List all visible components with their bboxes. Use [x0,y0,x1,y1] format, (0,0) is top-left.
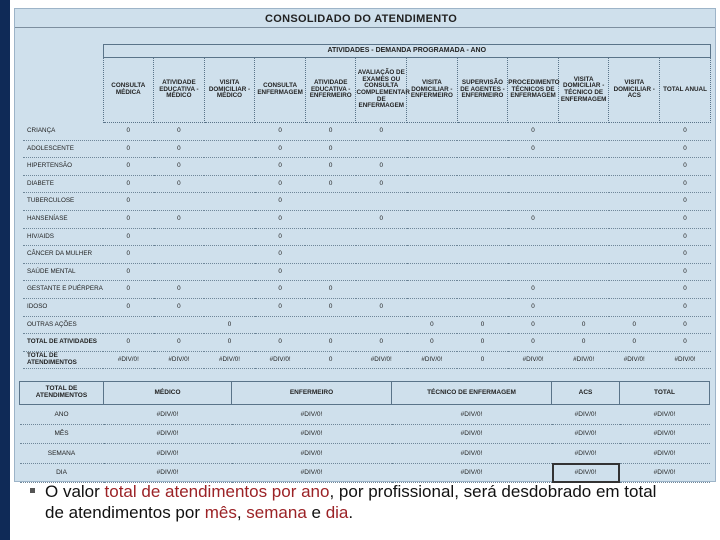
table-row [23,123,711,141]
cell: 0 [305,351,356,369]
cell [457,210,508,228]
cell [457,281,508,299]
column-header: SUPERVISÃO DE AGENTES - ENFERMEIRO [457,58,508,123]
column-header: VISITA DOMICILIAR - ENFERMEIRO [407,58,458,123]
cell [457,263,508,281]
cell [407,175,458,193]
section-header: ATIVIDADES - DEMANDA PROGRAMADA - ANO [103,45,710,58]
cell [305,263,356,281]
column-header: VISITA DOMICILIAR - MÉDICO [204,58,255,123]
cell [407,123,458,141]
table-row [23,140,711,158]
row-label: HANSENÍASE [23,210,103,228]
row-label: TOTAL DE ATIVIDADES [23,334,103,352]
cell [305,210,356,228]
cell: 0 [609,334,660,352]
cell [558,175,609,193]
summary-row [20,424,710,444]
cell: 0 [103,123,154,141]
row-label: SEMANA [20,444,104,464]
table-row [23,246,711,264]
activities-table [23,44,711,369]
row-label: TUBERCULOSE [23,193,103,211]
cell: 0 [103,140,154,158]
cell: #DIV/0! [392,405,552,425]
cell: #DIV/0! [232,405,392,425]
cell: #DIV/0! [154,351,205,369]
cell: #DIV/0! [392,444,552,464]
cell: 0 [508,210,559,228]
cell: #DIV/0! [104,405,232,425]
row-label: SAÚDE MENTAL [23,263,103,281]
cell [508,158,559,176]
cell [407,210,458,228]
cell: 0 [660,228,711,246]
cell [407,140,458,158]
cell: 0 [103,158,154,176]
cell [305,246,356,264]
row-label: DIABETE [23,175,103,193]
cell: #DIV/0! [620,444,710,464]
cell: 0 [255,140,306,158]
title-divider [15,27,715,28]
cell [609,140,660,158]
cell: 0 [154,175,205,193]
cell: 0 [508,123,559,141]
cell [609,228,660,246]
summary-header: ACS [552,382,620,405]
column-header: VISITA DOMICILIAR - TÉCNICO DE ENFERMAGEM [558,58,609,123]
summary-row [20,405,710,425]
cell [558,210,609,228]
cell: 0 [103,210,154,228]
cell [407,158,458,176]
cell: 0 [508,316,559,334]
cell: #DIV/0! [407,351,458,369]
cell [558,158,609,176]
cell: 0 [660,123,711,141]
cell: 0 [255,158,306,176]
cell [558,246,609,264]
cell: 0 [558,316,609,334]
cell [407,281,458,299]
cell: 0 [255,334,306,352]
cell: 0 [305,334,356,352]
caption-text: O valor total de atendimentos por ano, por profissional, será desdobrado em total de atendimentos por mês, semana e dia. [45,482,657,522]
cell [609,281,660,299]
cell: 0 [255,123,306,141]
cell: #DIV/0! [232,463,392,483]
summary-table [19,381,710,483]
cell [154,228,205,246]
cell [204,175,255,193]
cell [407,298,458,316]
table-row [23,158,711,176]
table-row [23,334,711,352]
cell: 0 [103,175,154,193]
column-header: VISITA DOMICILIAR - ACS [609,58,660,123]
cell [154,263,205,281]
cell [154,246,205,264]
cell [558,263,609,281]
cell [204,158,255,176]
summary-header: ENFERMEIRO [232,382,392,405]
cell: 0 [508,334,559,352]
cell: 0 [609,316,660,334]
summary-row [20,444,710,464]
cell [204,193,255,211]
spreadsheet [14,8,716,482]
cell: #DIV/0! [558,351,609,369]
column-header: AVALIAÇÃO DE EXAMES OU CONSULTA COMPLEMENTAR DE ENFERMAGEM [356,58,407,123]
row-label: OUTRAS AÇÕES [23,316,103,334]
cell: 0 [305,123,356,141]
cell: #DIV/0! [660,351,711,369]
cell: 0 [660,210,711,228]
row-label: GESTANTE E PUÉRPERA [23,281,103,299]
cell: 0 [154,158,205,176]
cell: 0 [356,123,407,141]
blank-cell [23,45,103,58]
cell: #DIV/0! [392,463,552,483]
cell: 0 [660,246,711,264]
cell [457,123,508,141]
cell [609,246,660,264]
cell: 0 [305,175,356,193]
cell: 0 [103,281,154,299]
cell [204,210,255,228]
cell: 0 [154,334,205,352]
cell [407,246,458,264]
page-title: CONSOLIDADO DO ATENDIMENTO [265,13,458,25]
cell [204,228,255,246]
cell [609,210,660,228]
cell: 0 [154,210,205,228]
row-label: TOTAL DE ATENDIMENTOS [23,351,103,369]
cell: 0 [154,140,205,158]
cell [508,246,559,264]
summary-row [20,463,710,483]
cell [508,228,559,246]
cell [558,123,609,141]
cell: #DIV/0! [552,444,620,464]
cell [204,123,255,141]
cell: 0 [255,210,306,228]
table-row [23,298,711,316]
row-label: HIPERTENSÃO [23,158,103,176]
row-label: ANO [20,405,104,425]
cell [609,193,660,211]
cell: 0 [356,158,407,176]
cell [356,263,407,281]
table-row [23,351,711,369]
cell [609,263,660,281]
cell: 0 [457,316,508,334]
cell: #DIV/0! [620,424,710,444]
cell [457,298,508,316]
cell [609,123,660,141]
cell: 0 [204,316,255,334]
cell: 0 [103,228,154,246]
cell: #DIV/0! [552,405,620,425]
cell: 0 [103,246,154,264]
summary-header: TOTAL [620,382,710,405]
cell: 0 [305,298,356,316]
cell [356,281,407,299]
cell: 0 [255,246,306,264]
cell: #DIV/0! [609,351,660,369]
cell: 0 [508,281,559,299]
cell [558,140,609,158]
cell [305,228,356,246]
bullet-icon [30,488,35,493]
cell: 0 [356,298,407,316]
cell: 0 [103,334,154,352]
cell [558,193,609,211]
cell: 0 [305,281,356,299]
cell: 0 [103,263,154,281]
cell: #DIV/0! [104,463,232,483]
column-header: ATIVIDADE EDUCATIVA - ENFERMEIRO [305,58,356,123]
cell: 0 [356,175,407,193]
cell: 0 [255,193,306,211]
cell: #DIV/0! [204,351,255,369]
cell [204,281,255,299]
cell: 0 [407,316,458,334]
cell [609,158,660,176]
cell [457,228,508,246]
cell [204,298,255,316]
cell: 0 [305,158,356,176]
table-row [23,281,711,299]
cell: 0 [154,281,205,299]
table-row [23,210,711,228]
cell: 0 [255,263,306,281]
cell [204,246,255,264]
cell: 0 [660,281,711,299]
summary-header: TOTAL DE ATENDIMENTOS [20,382,104,405]
cell [457,158,508,176]
cell: 0 [660,316,711,334]
cell [154,193,205,211]
column-header: CONSULTA MÉDICA [103,58,154,123]
cell: #DIV/0! [552,424,620,444]
cell [204,263,255,281]
cell [508,263,559,281]
cell [457,175,508,193]
cell [305,193,356,211]
cell: #DIV/0! [620,463,710,483]
row-label: ADOLESCENTE [23,140,103,158]
cell [356,316,407,334]
cell: 0 [660,334,711,352]
cell: 0 [103,298,154,316]
summary-header: MÉDICO [104,382,232,405]
cell: 0 [103,193,154,211]
cell: #DIV/0! [392,424,552,444]
row-label: CRIANÇA [23,123,103,141]
table-row [23,228,711,246]
cell [558,281,609,299]
cell: 0 [255,175,306,193]
column-header: PROCEDIMENTO TÉCNICOS DE ENFERMAGEM [508,58,559,123]
cell: 0 [154,298,205,316]
cell: 0 [204,334,255,352]
cell: 0 [255,228,306,246]
cell [356,193,407,211]
column-header: CONSULTA ENFERMAGEM [255,58,306,123]
row-label: MÊS [20,424,104,444]
cell [508,193,559,211]
cell: #DIV/0! [552,463,620,483]
cell: 0 [305,140,356,158]
cell [356,246,407,264]
cell: #DIV/0! [232,424,392,444]
cell: 0 [356,334,407,352]
left-accent-bar [0,0,10,540]
cell [558,298,609,316]
cell [609,175,660,193]
column-header: ATIVIDADE EDUCATIVA - MÉDICO [154,58,205,123]
cell: 0 [407,334,458,352]
table-row [23,316,711,334]
cell: 0 [558,334,609,352]
cell [457,193,508,211]
table-row [23,263,711,281]
cell: 0 [660,263,711,281]
cell: 0 [255,281,306,299]
table-row [23,175,711,193]
cell: 0 [660,158,711,176]
cell: 0 [457,351,508,369]
cell [305,316,356,334]
cell [457,140,508,158]
row-label: IDOSO [23,298,103,316]
cell: 0 [508,140,559,158]
cell: 0 [255,298,306,316]
row-label: HIV/AIDS [23,228,103,246]
cell [508,175,559,193]
cell: 0 [508,298,559,316]
cell [154,316,205,334]
cell [255,316,306,334]
row-label: CÂNCER DA MULHER [23,246,103,264]
cell [356,140,407,158]
cell: 0 [660,193,711,211]
table-row [23,193,711,211]
cell: #DIV/0! [620,405,710,425]
cell: 0 [660,140,711,158]
blank-cell [23,58,103,123]
cell: 0 [356,210,407,228]
summary-header: TÉCNICO DE ENFERMAGEM [392,382,552,405]
cell [609,298,660,316]
cell: #DIV/0! [103,351,154,369]
cell: #DIV/0! [508,351,559,369]
column-header: TOTAL ANUAL [660,58,711,123]
cell: #DIV/0! [356,351,407,369]
cell: 0 [660,298,711,316]
cell: #DIV/0! [104,424,232,444]
cell [407,193,458,211]
cell [457,246,508,264]
cell: #DIV/0! [232,444,392,464]
row-label: DIA [20,463,104,483]
cell: #DIV/0! [255,351,306,369]
cell [407,228,458,246]
cell [558,228,609,246]
cell: 0 [660,175,711,193]
cell: #DIV/0! [104,444,232,464]
cell [103,316,154,334]
cell: 0 [154,123,205,141]
cell: 0 [457,334,508,352]
cell [356,228,407,246]
cell [204,140,255,158]
cell [407,263,458,281]
